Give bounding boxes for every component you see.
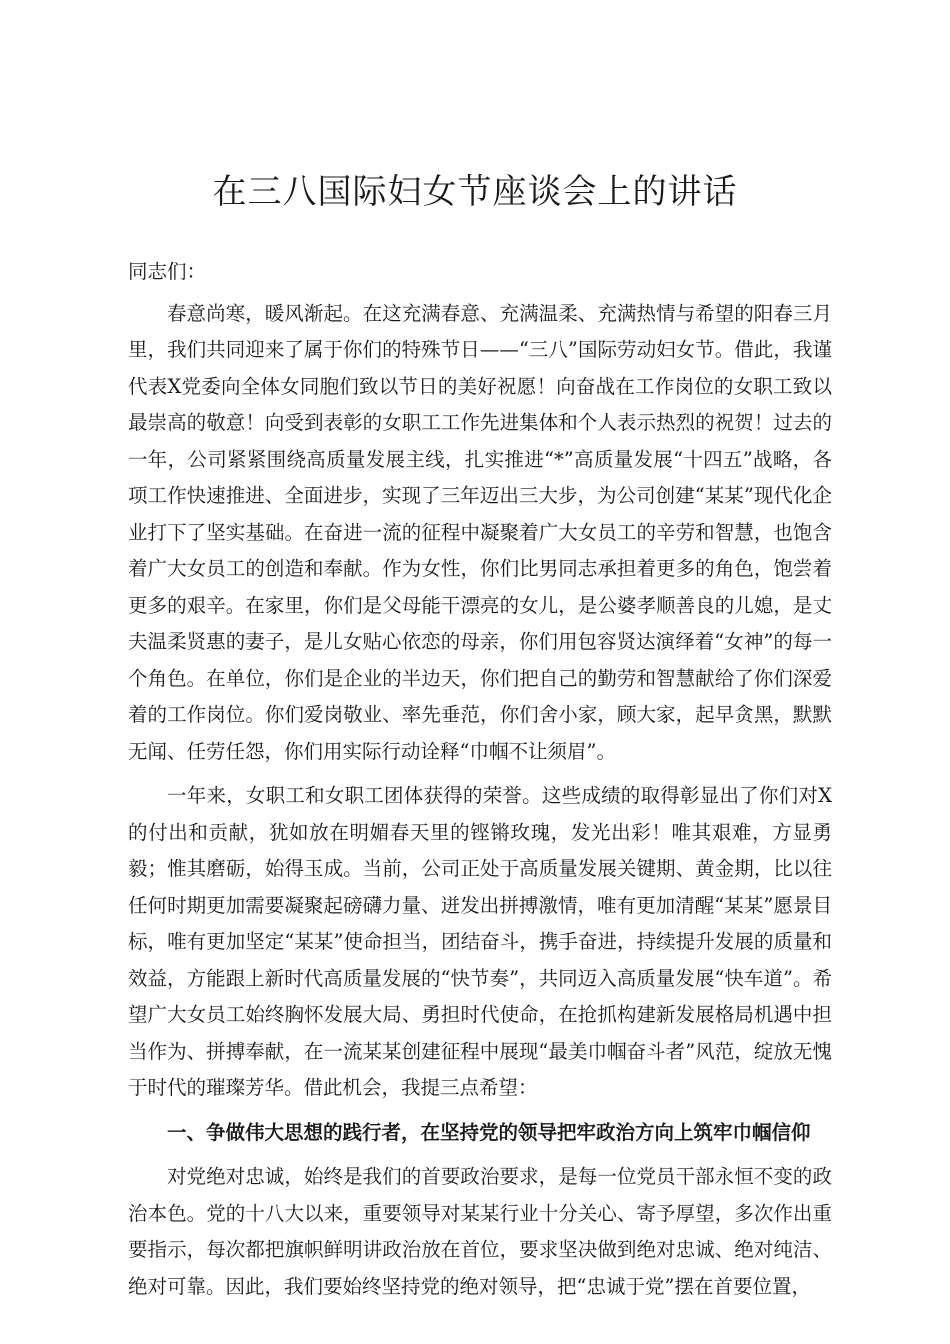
paragraph-2: 一年来，女职工和女职工团体获得的荣誉。这些成绩的取得彰显出了你们对X的付出和贡献，犹如放在明媚春天里的铿锵玫瑰，发光出彩！唯其艰难，方显勇毅；惟其磨砺，始得玉成。当前，公司正处于高质量发展关键期、黄金期，比以往任何时期更加需要凝聚起磅礴力量、迸发出拼搏激情，唯有更加清醒“某某”愿景目标，唯有更加坚定“某某”使命担当，团结奋斗，携手奋进，持续提升发展的质量和效益，方能跟上新时代高质量发展的“快节奏”，共同迈入高质量发展“快车道”。希望广大女员工始终胸怀发展大局、勇担时代使命，在抢抓构建新发展格局机遇中担当作为、拼搏奉献，在一流某某创建征程中展现“最美巾帼奋斗者”风范，绽放无愧于时代的璀璨芳华。借此机会，我提三点希望： (128, 784, 832, 1099)
paragraph-1: 春意尚寒，暖风渐起。在这充满春意、充满温柔、充满热情与希望的阳春三月里，我们共同迎来了属于你们的特殊节日——“三八”国际劳动妇女节。借此，我谨代表X党委向全体女同胞们致以节日的美好祝愿！向奋战在工作岗位的女职工致以最崇高的敬意！向受到表彰的女职工工作先进集体和个人表示热烈的祝贺！过去的一年，公司紧紧围绕高质量发展主线，扎实推进“*”高质量发展“十四五”战略，各项工作快速推进、全面进步，实现了三年迈出三大步，为公司创建“某某”现代化企业打下了坚实基础。在奋进一流的征程中凝聚着广大女员工的辛劳和智慧，也饱含着广大女员工的创造和奉献。作为女性，你们比男同志承担着更多的角色，饱尝着更多的艰辛。在家里，你们是父母能干漂亮的女儿，是公婆孝顺善良的儿媳，是丈夫温柔贤惠的妻子，是儿女贴心依恋的母亲，你们用包容贤达演绎着“女神”的每一个角色。在单位，你们是企业的半边天，你们把自己的勤劳和智慧献给了你们深爱着的工作岗位。你们爱岗敬业、率先垂范，你们舍小家，顾大家，起早贪黑，默默无闻、任劳任怨，你们用实际行动诠释“巾帼不让须眉”。 (128, 301, 832, 763)
salutation: 同志们： (128, 260, 207, 283)
section-paragraph: 对党绝对忠诚，始终是我们的首要政治要求，是每一位党员干部永恒不变的政治本色。党的十八大以来，重要领导对某某行业十分关心、寄予厚望，多次作出重要指示，每次都把旗帜鲜明讲政治放在首位，要求坚决做到绝对忠诚、绝对纯洁、绝对可靠。因此，我们要始终坚持党的绝对领导，把“忠诚于党”摆在首要位置， (128, 1165, 832, 1298)
document-title: 在三八国际妇女节座谈会上的讲话 (212, 172, 738, 212)
section-heading: 一、争做伟大思想的践行者，在坚持党的领导把牢政治方向上筑牢巾帼信仰 (167, 1120, 811, 1144)
document-body (128, 254, 832, 1313)
